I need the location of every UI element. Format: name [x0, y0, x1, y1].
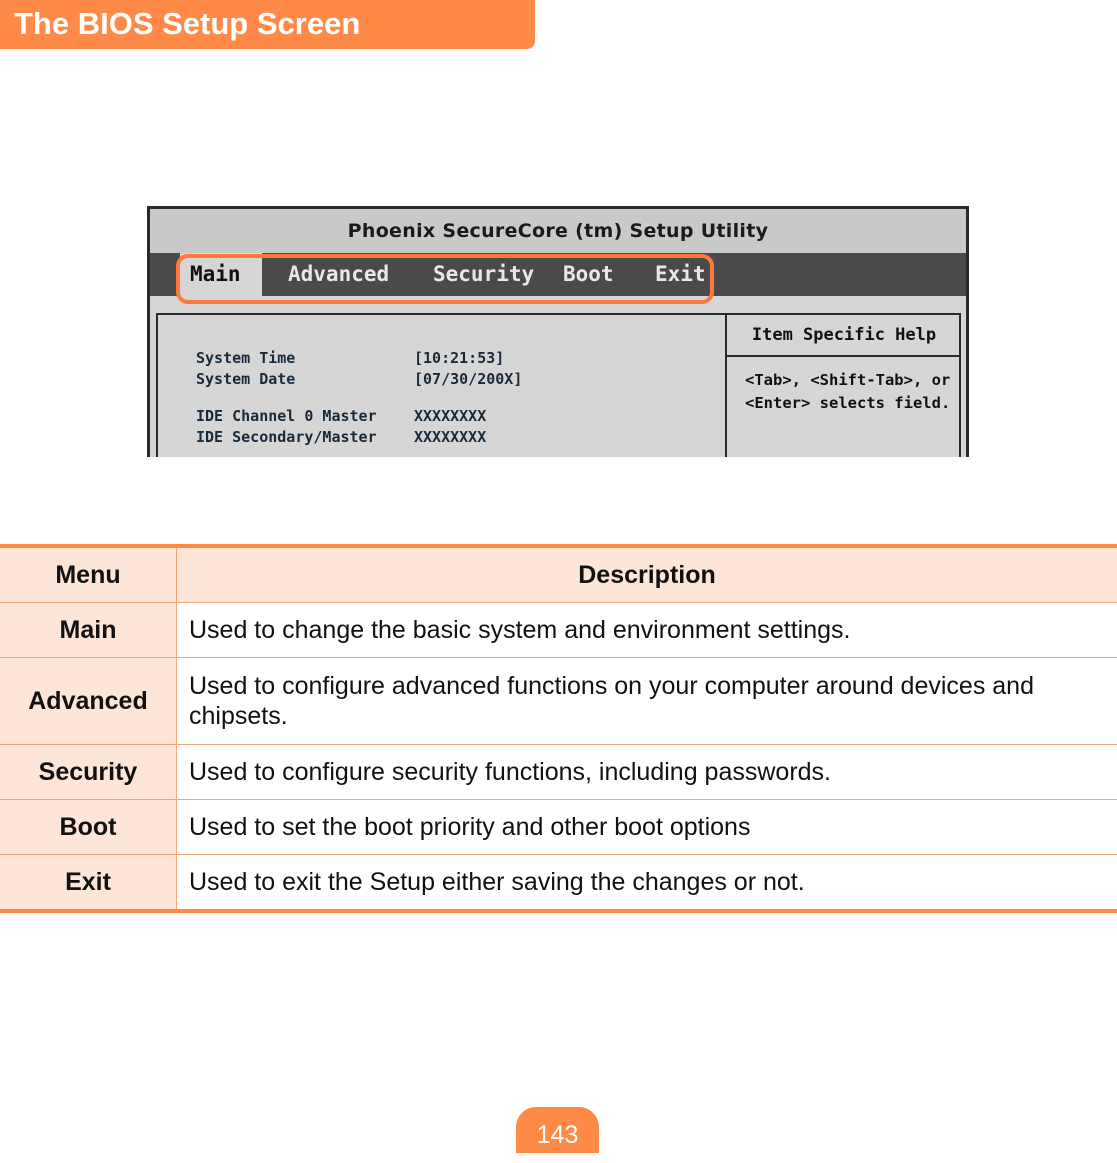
section-title: The BIOS Setup Screen: [0, 0, 535, 49]
menu-highlight-outline: [176, 254, 714, 304]
field-label-ide-channel-0: IDE Channel 0 Master: [196, 407, 377, 425]
row-menu-name: Exit: [0, 855, 177, 912]
bios-main-panel: [156, 313, 961, 457]
bios-menu-advanced[interactable]: Advanced: [278, 253, 399, 296]
row-description: Used to configure advanced functions on your computer around devices and chipsets.: [177, 658, 1117, 745]
row-menu-name: Main: [0, 603, 177, 658]
header-menu: Menu: [0, 546, 177, 603]
header-description: Description: [177, 546, 1117, 603]
page-number: 143: [516, 1107, 599, 1153]
bios-title: Phoenix SecureCore (tm) Setup Utility: [150, 209, 966, 253]
menu-description-table: [0, 544, 1117, 913]
row-description: Used to set the boot priority and other boot options: [177, 800, 1117, 855]
help-panel: [725, 315, 961, 457]
field-value-system-time[interactable]: [10:21:53]: [414, 349, 504, 367]
table-row: [0, 658, 1117, 745]
table-row: [0, 800, 1117, 855]
bios-menu-exit[interactable]: Exit: [645, 253, 716, 296]
field-label-system-date: System Date: [196, 370, 295, 388]
field-label-system-time: System Time: [196, 349, 295, 367]
row-menu-name: Boot: [0, 800, 177, 855]
bios-menu-security[interactable]: Security: [423, 253, 544, 296]
field-value-system-date[interactable]: [07/30/200X]: [414, 370, 522, 388]
row-description: Used to exit the Setup either saving the changes or not.: [177, 855, 1117, 912]
table-row: [0, 603, 1117, 658]
bios-menu-main[interactable]: Main: [180, 253, 262, 296]
table-row: [0, 745, 1117, 800]
help-heading: Item Specific Help: [727, 315, 961, 357]
field-value-ide-secondary[interactable]: XXXXXXXX: [414, 428, 486, 446]
bios-menu-boot[interactable]: Boot: [553, 253, 624, 296]
help-text: <Tab>, <Shift-Tab>, or <Enter> selects field.: [727, 357, 961, 415]
table-header-row: [0, 546, 1117, 603]
table-row: [0, 855, 1117, 912]
field-label-ide-secondary: IDE Secondary/Master: [196, 428, 377, 446]
field-value-ide-channel-0[interactable]: XXXXXXXX: [414, 407, 486, 425]
bios-screenshot: [147, 206, 969, 457]
row-description: Used to change the basic system and environment settings.: [177, 603, 1117, 658]
row-menu-name: Advanced: [0, 658, 177, 745]
row-description: Used to configure security functions, including passwords.: [177, 745, 1117, 800]
row-menu-name: Security: [0, 745, 177, 800]
